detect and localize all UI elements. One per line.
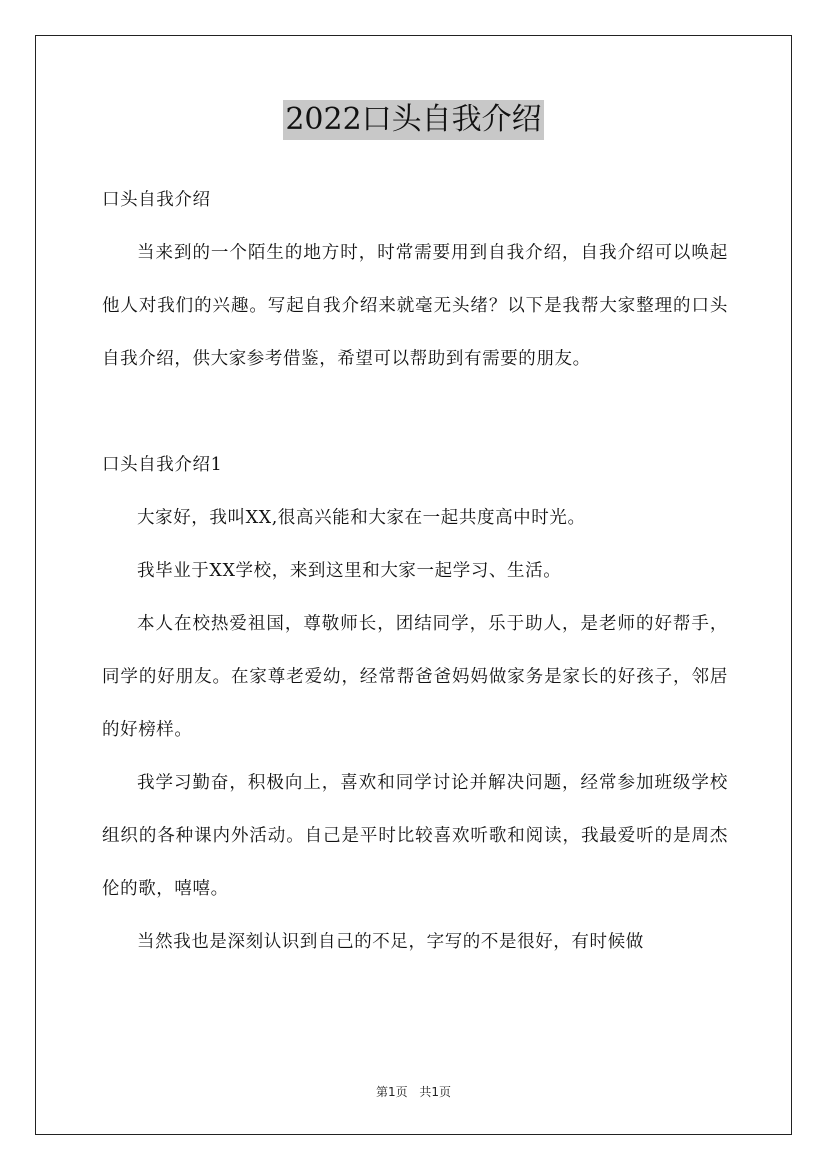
body-paragraph: 我毕业于XX学校，来到这里和大家一起学习、生活。 [137,561,562,581]
body-paragraph: 当然我也是深刻认识到自己的不足，字写的不是很好，有时候做 [137,932,644,952]
paragraph-gap [102,386,728,439]
body-paragraph: 大家好，我叫XX,很高兴能和大家在一起共度高中时光。 [137,508,586,528]
document-body [102,174,728,969]
intro-paragraph: 当来到的一个陌生的地方时，时常需要用到自我介绍，自我介绍可以唤起他人对我们的兴趣。写起自我介绍来就毫无头绪？以下是我帮大家整理的口头自我介绍，供大家参考借鉴，希望可以帮助到有需要的朋友。 [102,243,728,369]
page-total: 共1页 [419,1085,452,1099]
body-paragraph: 我学习勤奋，积极向上，喜欢和同学讨论并解决问题，经常参加班级学校组织的各种课内外活动。自己是平时比较喜欢听歌和阅读，我最爱听的是周杰伦的歌，嘻嘻。 [102,773,728,899]
page-number: 第1页 [375,1085,408,1099]
document-title: 2022口头自我介绍 [283,100,543,140]
body-paragraph: 本人在校热爱祖国，尊敬师长，团结同学，乐于助人，是老师的好帮手，同学的好朋友。在家尊老爱幼，经常帮爸爸妈妈做家务是家长的好孩子，邻居的好榜样。 [102,614,728,740]
section-heading-1: 口头自我介绍1 [102,455,223,475]
page-footer [0,1083,827,1100]
section-heading: 口头自我介绍 [102,190,211,210]
title-container [0,100,827,140]
